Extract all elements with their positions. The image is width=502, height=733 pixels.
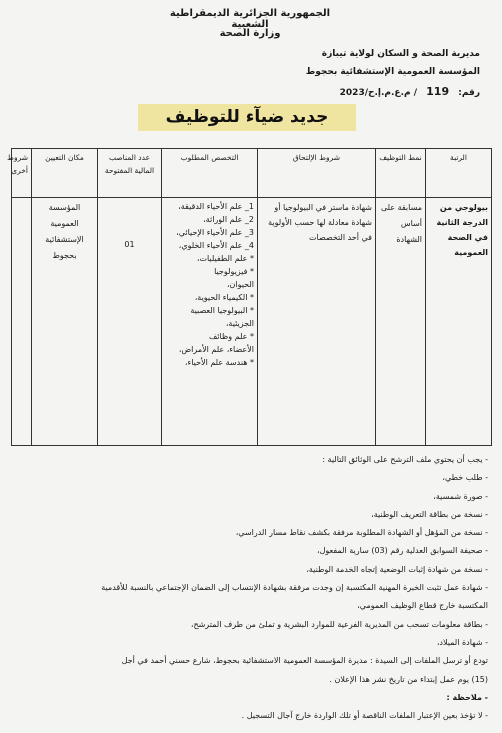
republic-title: الجمهورية الجزائرية الديمقراطية الشعبية [169,8,331,30]
specialty-item: الأعضاء، علم الأمراض، [178,345,254,354]
col-conditions: شروط الإلتحاق [258,149,376,198]
list-item: - صحيفة السوابق العدلية رقم (03) سارية المفعول، [317,546,488,556]
job-table [7,148,492,446]
specialty-item: 4_ علم الأحياء الخلوي، [178,241,254,250]
list-item: المكتسبة خارج قطاع الوظيف العمومي، [357,601,488,611]
specialty-item: * علم الطفيليات، [196,254,254,263]
list-item: - نسخة من المؤهل أو الشهادة المطلوبة مرفقة بكشف نقاط مسار الدراسي، [235,528,488,538]
specialty-item: * الكيمياء الحيوية، [194,293,254,302]
directorate-line: مديرية الصحة و السكان لولاية تيبازة [321,49,480,59]
list-item: - نسخة من شهادة إثبات الوضعية إتجاه الخدمة الوطنية، [306,564,488,574]
specialty-item: 1_ علم الأحياء الدقيقة، [178,202,254,211]
col-positions: عدد المناصب المالية المفتوحة [98,149,162,198]
specialty-item: 2_ علم الوراثة، [203,215,254,224]
col-other: شروط أخرى [12,149,32,198]
specialty-item: 3_ علم الأحياء الإحيائي، [176,228,254,237]
reference-label: رقم: [458,88,480,98]
col-mode: نمط التوظيف [376,149,426,198]
reference-number: 119 [426,85,450,98]
submission-note: تودع أو ترسل الملفات إلى السيدة : مديرة المؤسسة العمومية الاستشفائية بحجوط، شارع حسني أحمد في أجل [121,656,488,666]
cell-location: المؤسسة العمومية الإستشفائية بحجوط [32,198,98,446]
list-item: - نسخة من بطاقة التعريف الوطنية، [371,509,488,519]
specialty-item: * فيزيولوجيا [214,267,254,276]
cell-specialties [162,198,258,446]
list-item: - بطاقة معلومات تسحب من المديرية الفرعية للموارد البشرية و تملئ من طرف المترشح، [190,619,488,629]
cell-conditions: شهادة ماستر في البيولوجيا أو شهادة معادلة لها حسب الأولوية في أحد التخصصات [258,198,376,446]
cell-positions: 01 [98,198,162,446]
note-text: - لا تؤخذ بعين الإعتبار الملفات الناقصة أو تلك الواردة خارج آجال التسجيل . [241,711,488,721]
table-header-row [12,149,492,198]
list-item: - صورة شمسية، [433,491,488,501]
submission-deadline: (15) يوم عمل إبتداء من تاريخ نشر هذا الإعلان . [329,674,488,684]
table-row [12,198,492,446]
col-location: مكان التعيين [32,149,98,198]
reference-suffix: / م.ع.م.إ.ح/2023 [339,88,418,98]
specialty-item: * علم وظائف [208,332,254,341]
specialty-item: * البيولوجيا العصبية [190,306,254,315]
col-grade: الرتبة [426,149,492,198]
note-heading: - ملاحظة : [446,692,488,702]
requirements-list [10,451,488,725]
promo-banner: جديد ضيآء للتوظيف [138,104,356,131]
specialty-item: * هندسة علم الأحياء، [184,358,254,367]
col-specialty: التخصص المطلوب [162,149,258,198]
specialty-item: الحيوان، [226,280,254,289]
cell-mode: مسابقة على أساس الشهادة [376,198,426,446]
cell-grade: بيولوجي من الدرجة الثانية في الصحة العمومية [426,198,492,446]
requirements-intro: - يجب أن يحتوي ملف الترشح على الوثائق التالية : [322,455,488,464]
specialty-item: الجزيئية، [225,319,254,328]
institution-line: المؤسسة العمومية الإستشفائية بحجوط [305,67,480,77]
cell-other [12,198,32,446]
list-item: - شهادة عمل تثبت الخبرة المهنية المكتسبة إن وجدت مرفقة بشهادة الإنتساب إلى الضمان الإجتماعي بالنسبة للأقدمية [101,583,488,593]
list-item: - طلب خطي، [442,473,488,483]
reference-line [340,85,480,98]
list-item: - شهادة الميلاد، [436,637,488,647]
ministry-title: وزارة الصحة [219,28,281,39]
